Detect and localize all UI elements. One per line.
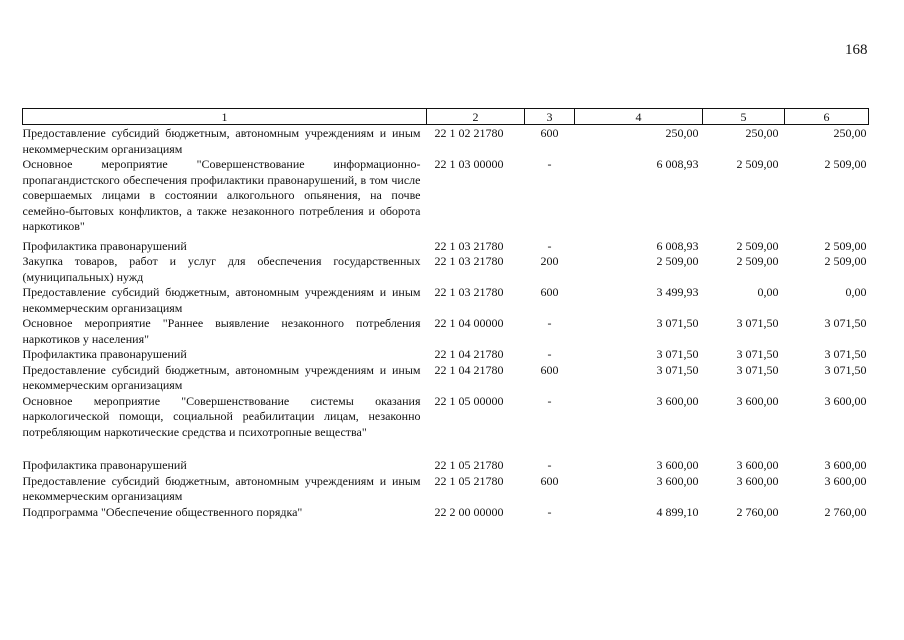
row-value-5: 3 071,50: [736, 316, 779, 330]
table-header: [23, 109, 869, 125]
row-value-4: 6 008,93: [656, 238, 699, 253]
budget-table-container: [22, 108, 868, 520]
budget-table: [22, 108, 869, 520]
row-code: 22 1 04 00000: [434, 316, 504, 330]
row-value-5: 0,00: [757, 285, 779, 299]
header-cell-3: 3: [525, 109, 575, 125]
table-row: [23, 316, 869, 347]
row-value-6: 3 071,50: [824, 347, 867, 361]
row-expense-type: -: [547, 504, 552, 519]
table-row: [23, 285, 869, 316]
table-row: [23, 347, 869, 363]
row-code: 22 1 02 21780: [434, 126, 504, 140]
table-body: [23, 125, 869, 521]
row-value-6: 0,00: [845, 285, 867, 299]
header-cell-6: 6: [785, 109, 869, 125]
row-value-4: 3 600,00: [656, 473, 699, 488]
row-value-4: 6 008,93: [656, 157, 699, 171]
row-code: 22 1 04 21780: [434, 362, 504, 377]
row-value-6: 2 509,00: [824, 254, 867, 268]
table-row: [23, 239, 869, 255]
row-value-6: 3 600,00: [824, 473, 867, 488]
row-description: Основное мероприятие "Совершенствование информационно-пропагандистского обеспечения профилактики правонарушений, в том числе совершаемых лицами в состоянии алкогольного опьянения, на почве семейно-бытовых конфликтов, а также незаконного потребления и оборота наркотиков": [22, 157, 421, 233]
page-number: 168: [845, 42, 868, 58]
row-description: Предоставление субсидий бюджетным, автономным учреждениям и иным некоммерческим организациям: [22, 473, 421, 503]
row-expense-type: -: [547, 316, 552, 330]
row-value-4: 3 600,00: [656, 458, 699, 472]
row-value-5: 2 509,00: [736, 238, 779, 253]
row-code: 22 1 05 00000: [434, 393, 504, 408]
row-code: 22 1 04 21780: [434, 347, 504, 361]
table-row: [23, 157, 869, 239]
row-value-5: 3 071,50: [736, 347, 779, 361]
row-value-4: 3 071,50: [656, 347, 699, 361]
row-expense-type: 600: [540, 473, 559, 488]
row-description: Закупка товаров, работ и услуг для обеспечения государственных (муниципальных) нужд: [22, 254, 421, 284]
row-code: 22 2 00 00000: [434, 504, 504, 519]
row-expense-type: 600: [540, 126, 559, 140]
header-cell-4: 4: [575, 109, 703, 125]
header-cell-1: 1: [23, 109, 427, 125]
row-description: Профилактика правонарушений: [22, 238, 187, 253]
row-value-5: 3 071,50: [736, 362, 779, 377]
table-row: [23, 125, 869, 158]
row-value-6: 3 600,00: [824, 458, 867, 472]
row-expense-type: -: [547, 238, 552, 253]
row-expense-type: 200: [540, 254, 559, 268]
row-description: Предоставление субсидий бюджетным, автономным учреждениям и иным некоммерческим организациям: [22, 362, 421, 392]
table-row: [23, 474, 869, 505]
row-description: Предоставление субсидий бюджетным, автономным учреждениям и иным некоммерческим организациям: [22, 126, 421, 156]
row-code: 22 1 03 21780: [434, 285, 504, 299]
header-cell-5: 5: [703, 109, 785, 125]
row-value-6: 3 071,50: [824, 316, 867, 330]
row-description: Основное мероприятие "Совершенствование системы оказания наркологической помощи, социальной реабилитации лицам, незаконно потребляющим наркотические средства и психотропные вещества": [22, 393, 421, 439]
row-value-5: 3 600,00: [736, 473, 779, 488]
table-row: [23, 505, 869, 521]
row-code: 22 1 03 21780: [434, 254, 504, 268]
row-value-4: 3 071,50: [656, 362, 699, 377]
table-row: [23, 254, 869, 285]
table-row: [23, 458, 869, 474]
row-value-6: 2 509,00: [824, 157, 867, 171]
header-cell-2: 2: [427, 109, 525, 125]
table-row: [23, 363, 869, 394]
row-value-4: 3 499,93: [656, 285, 699, 299]
row-description: Профилактика правонарушений: [22, 458, 187, 472]
row-code: 22 1 03 21780: [434, 238, 504, 253]
header-row: [23, 109, 869, 125]
row-description: Профилактика правонарушений: [22, 347, 187, 361]
row-value-6: 2 760,00: [824, 504, 867, 519]
row-description: Подпрограмма "Обеспечение общественного порядка": [22, 504, 303, 519]
row-expense-type: -: [547, 458, 552, 472]
row-value-4: 250,00: [665, 126, 699, 140]
row-value-5: 2 760,00: [736, 504, 779, 519]
row-expense-type: -: [547, 347, 552, 361]
row-value-5: 250,00: [745, 126, 779, 140]
row-code: 22 1 03 00000: [434, 157, 504, 171]
row-value-4: 2 509,00: [656, 254, 699, 268]
row-description: Предоставление субсидий бюджетным, автономным учреждениям и иным некоммерческим организациям: [22, 285, 421, 315]
row-value-5: 2 509,00: [736, 157, 779, 171]
row-value-6: 3 600,00: [824, 393, 867, 408]
row-description: Основное мероприятие "Раннее выявление незаконного потребления наркотиков у населения": [22, 316, 421, 346]
row-code: 22 1 05 21780: [434, 458, 504, 472]
table-row: [23, 394, 869, 459]
row-expense-type: 600: [540, 285, 559, 299]
row-expense-type: 600: [540, 362, 559, 377]
row-value-6: 3 071,50: [824, 362, 867, 377]
row-value-4: 4 899,10: [656, 504, 699, 519]
row-value-4: 3 071,50: [656, 316, 699, 330]
row-value-6: 2 509,00: [824, 238, 867, 253]
row-value-5: 3 600,00: [736, 458, 779, 472]
row-code: 22 1 05 21780: [434, 473, 504, 488]
row-expense-type: -: [547, 393, 552, 408]
row-value-5: 2 509,00: [736, 254, 779, 268]
row-value-4: 3 600,00: [656, 393, 699, 408]
row-value-6: 250,00: [833, 126, 867, 140]
row-value-5: 3 600,00: [736, 393, 779, 408]
row-expense-type: -: [547, 157, 552, 171]
